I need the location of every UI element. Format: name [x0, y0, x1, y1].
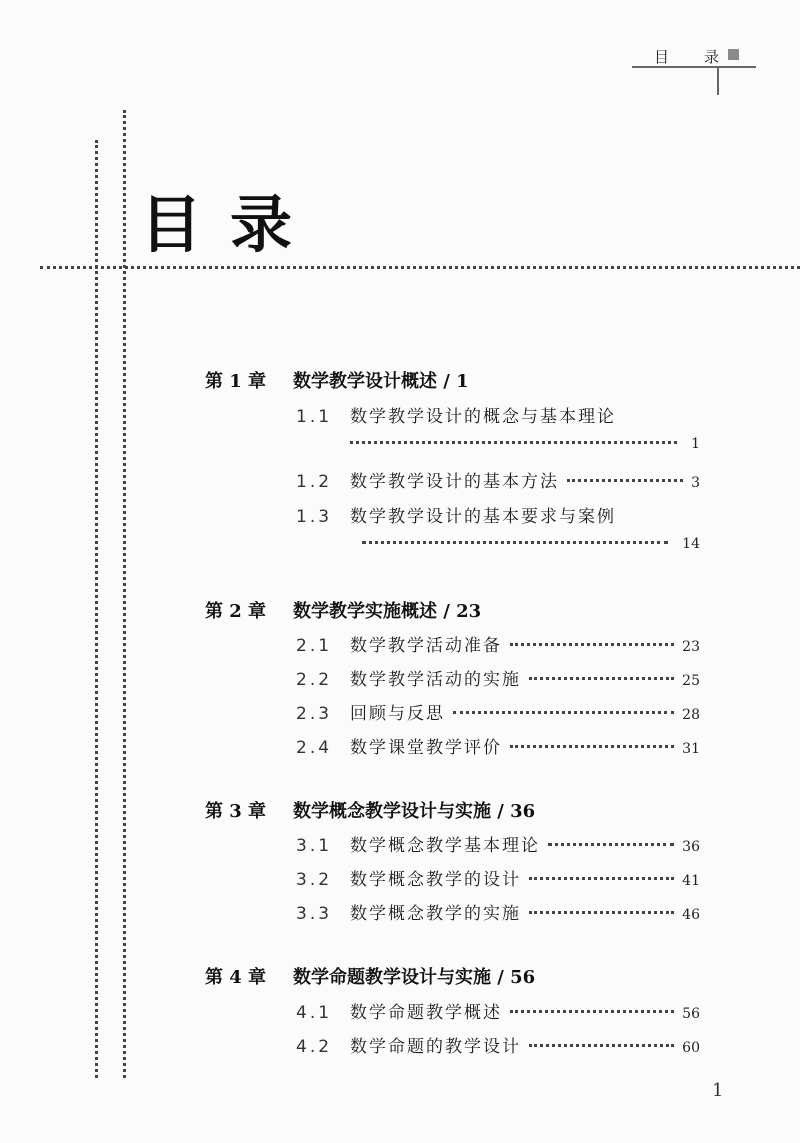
entry-title: 数学命题教学概述	[350, 1003, 502, 1023]
dot-leader	[350, 441, 677, 444]
dot-leader	[510, 643, 674, 646]
entry-page: 14	[682, 536, 700, 552]
entry-number: 2.3	[296, 704, 333, 724]
entry-title: 数学教学活动准备	[350, 636, 502, 656]
dot-leader	[529, 677, 674, 680]
entry-number: 4.2	[296, 1037, 333, 1057]
entry-page: 23	[682, 639, 700, 655]
chapter-title: 数学教学设计概述 / 1	[293, 371, 469, 392]
chapter-title: 数学教学实施概述 / 23	[293, 601, 482, 622]
running-header-char-1: 目	[654, 48, 670, 66]
chapter-label: 第 3 章	[205, 801, 267, 822]
entry-page: 1	[691, 436, 700, 452]
running-header	[632, 44, 728, 66]
entry-page: 3	[691, 475, 700, 491]
entry-title: 数学概念教学的实施	[350, 904, 521, 924]
chapter-heading	[205, 800, 535, 824]
entry-title: 数学教学活动的实施	[350, 670, 521, 690]
dot-leader	[510, 1010, 674, 1013]
entry-title: 数学课堂教学评价	[350, 738, 502, 758]
entry-page: 25	[682, 673, 700, 689]
toc-entry[interactable]	[296, 668, 700, 692]
toc-entry[interactable]	[296, 1035, 700, 1059]
entry-title: 数学概念教学基本理论	[350, 836, 540, 856]
entry-page: 31	[682, 741, 700, 757]
chapter-heading	[205, 600, 481, 624]
entry-number: 2.2	[296, 670, 333, 690]
entry-number: 3.3	[296, 904, 333, 924]
entry-number: 3.2	[296, 870, 333, 890]
toc-entry[interactable]	[296, 702, 700, 726]
entry-page: 36	[682, 839, 700, 855]
entry-title: 数学教学设计的基本方法	[350, 472, 559, 492]
entry-title: 数学概念教学的设计	[350, 870, 521, 890]
dot-leader	[567, 479, 683, 482]
toc-entry[interactable]	[296, 470, 700, 494]
header-square-mark	[728, 49, 739, 60]
entry-page: 46	[682, 907, 700, 923]
chapter-label: 第 2 章	[205, 601, 267, 622]
entry-page: 60	[682, 1040, 700, 1056]
chapter-title: 数学命题教学设计与实施 / 56	[293, 967, 536, 988]
entry-page: 56	[682, 1006, 700, 1022]
header-rule-vertical	[717, 67, 719, 95]
dot-leader	[453, 711, 674, 714]
entry-title: 回顾与反思	[350, 704, 445, 724]
entry-number: 2.4	[296, 738, 333, 758]
chapter-label: 第 1 章	[205, 371, 267, 392]
toc-entry[interactable]	[296, 902, 700, 926]
dot-leader	[529, 911, 674, 914]
entry-number: 4.1	[296, 1003, 333, 1023]
chapter-label: 第 4 章	[205, 967, 267, 988]
toc-entry[interactable]	[296, 634, 700, 658]
chapter-heading	[205, 966, 535, 990]
dot-leader	[362, 541, 668, 544]
title-char-1: 目	[140, 188, 231, 261]
dotted-guide-horizontal	[40, 266, 800, 269]
dot-leader	[529, 1044, 674, 1047]
running-header-char-2: 录	[704, 48, 720, 66]
toc-entry[interactable]	[296, 1001, 700, 1025]
entry-title: 数学命题的教学设计	[350, 1037, 521, 1057]
dot-leader	[548, 843, 674, 846]
chapter-title: 数学概念教学设计与实施 / 36	[293, 801, 536, 822]
dotted-guide-left	[95, 140, 98, 1078]
entry-number: 2.1	[296, 636, 333, 656]
toc-entry-continuation	[362, 536, 700, 558]
dot-leader	[529, 877, 674, 880]
entry-title: 数学教学设计的概念与基本理论	[350, 407, 616, 427]
page-number: 1	[712, 1080, 724, 1101]
dotted-guide-right	[123, 110, 126, 1078]
entry-number: 3.1	[296, 836, 333, 856]
toc-entry[interactable]	[296, 868, 700, 892]
entry-number: 1.2	[296, 472, 333, 492]
entry-page: 41	[682, 873, 700, 889]
title-char-2: 录	[230, 188, 321, 261]
page-title	[140, 190, 320, 260]
toc-entry[interactable]	[296, 736, 700, 760]
toc-entry[interactable]	[296, 505, 700, 529]
toc-entry[interactable]	[296, 405, 700, 429]
dot-leader	[510, 745, 674, 748]
entry-title: 数学教学设计的基本要求与案例	[350, 507, 616, 527]
entry-page: 28	[682, 707, 700, 723]
toc-entry[interactable]	[296, 834, 700, 858]
chapter-heading	[205, 370, 469, 394]
entry-number: 1.1	[296, 407, 333, 427]
entry-number: 1.3	[296, 507, 333, 527]
header-rule-horizontal	[632, 66, 756, 68]
toc-entry-continuation	[350, 436, 700, 458]
